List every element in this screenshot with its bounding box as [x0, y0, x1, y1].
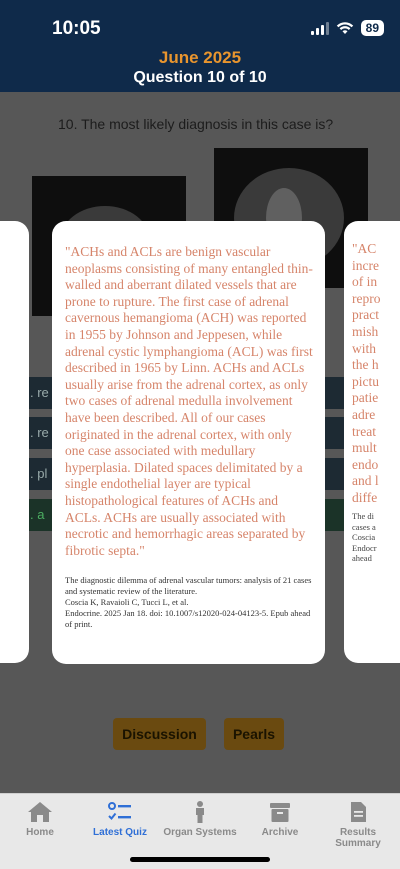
status-time: 10:05 [52, 18, 101, 39]
quiz-month-title: June 2025 [158, 48, 242, 67]
answer-option-c[interactable]: . pl [14, 458, 386, 490]
tab-results-summary-label: Results Summary [335, 827, 381, 849]
status-icons [311, 20, 384, 36]
tab-archive[interactable] [240, 800, 320, 838]
wifi-icon [336, 21, 354, 35]
next-card-quote-fragment: "AC incre of in repro pract mish with the h pictu patie adre treat mult endo and l diffe [352, 241, 381, 505]
pearl-card[interactable] [52, 221, 325, 664]
next-card-citation-fragment: The di cases a Coscia Endocr ahead [352, 511, 377, 563]
top-bar [0, 0, 400, 92]
quiz-list-icon [106, 800, 134, 824]
person-icon [186, 800, 214, 824]
tab-latest-quiz[interactable] [80, 800, 160, 838]
battery-indicator: 89 [361, 20, 384, 36]
question-progress: Question 10 of 10 [133, 69, 267, 86]
answer-option-b[interactable]: . re [14, 417, 386, 449]
answer-option-a[interactable]: . re [14, 377, 386, 409]
document-icon [344, 800, 372, 824]
carousel-card-next[interactable] [344, 221, 400, 663]
answer-option-d[interactable]: . a [14, 499, 386, 531]
question-text: 10. The most likely diagnosis in this case is? [58, 116, 334, 132]
tab-organ-systems[interactable] [160, 800, 240, 838]
cellular-signal-icon [311, 21, 329, 35]
tab-home[interactable] [0, 800, 80, 838]
archive-box-icon [266, 800, 294, 824]
pearl-quote: "ACHs and ACLs are benign vascular neoplasms consisting of many entangled thin-walled and aberrant dilated vessels that are prone to rupture. The first case of adrenal cavernous hemangioma (ACH) was reported in 1955 by Johnson and Jeppesen, while adrenal cystic lymphangioma (ACL) was first described in 1965 by Linn. ACHs and ACLs usually arise from the adrenal cortex, as only two cases of adrenal medulla involvement have been described. All of our cases originated in the adrenal cortex, with only one case associated with medullary hyperplasia. Dilated spaces delimitated by a single endothelial layer are typical histopathological features of ACHs and ACLs. ACHs are usually associated with necrotic and hemorrhagic areas separated by fibrotic septa." [65, 244, 313, 558]
tab-organ-systems-label: Organ Systems [163, 827, 237, 838]
pearl-citation [65, 575, 314, 630]
pearls-button[interactable]: Pearls [224, 718, 284, 750]
carousel-card-previous[interactable] [0, 221, 29, 663]
tab-home-label: Home [26, 827, 54, 838]
citation-title: The diagnostic dilemma of adrenal vascular tumors: analysis of 21 cases and systematic review of the literature. [65, 575, 312, 597]
tab-results-summary[interactable] [318, 800, 398, 849]
tab-archive-label: Archive [261, 827, 299, 838]
citation-source: Endocrine. 2025 Jan 18. doi: 10.1007/s12020-024-04123-5. Epub ahead of print. [65, 608, 311, 630]
discussion-button[interactable]: Discussion [113, 718, 206, 750]
home-icon [26, 800, 54, 824]
home-indicator [130, 857, 270, 862]
citation-authors: Coscia K, Ravaioli C, Tucci L, et al. [65, 597, 189, 608]
tab-latest-quiz-label: Latest Quiz [93, 827, 147, 838]
